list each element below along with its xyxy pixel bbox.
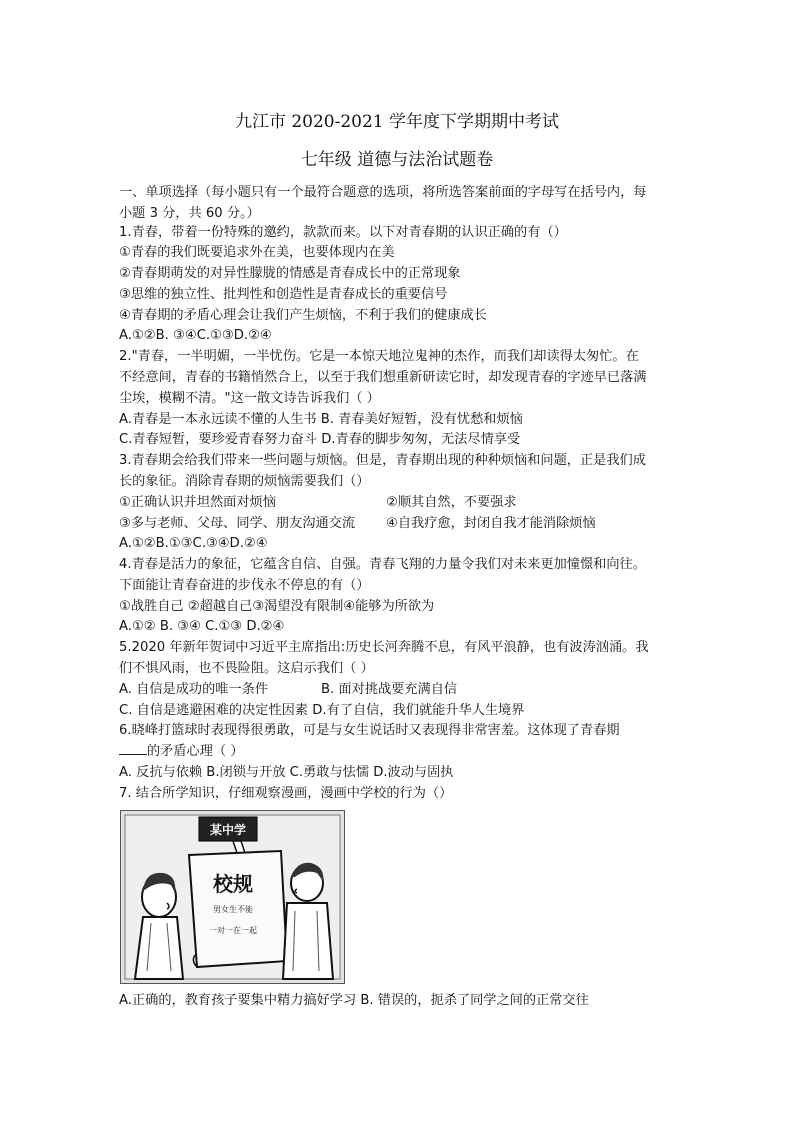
q1-statement-4: ④青春期的矛盾心理会让我们产生烦恼，不利于我们的健康成长	[119, 308, 487, 323]
q3-stem-line2: 长的象征。消除青春期的烦恼需要我们（）	[119, 474, 370, 489]
q1-statement-3: ③思维的独立性、批判性和创造性是青春成长的重要信号	[119, 287, 448, 302]
q5-stem-line2: 们不惧风雨，也不畏险阻。这启示我们（ ）	[119, 661, 374, 676]
q2-stem-line1: 2."青春，一半明媚，一半忧伤。它是一本惊天地泣鬼神的杰作，而我们却读得太匆忙。在	[119, 349, 639, 364]
exam-subtitle: 七年级 道德与法治试题卷	[300, 150, 494, 170]
q5-option-b: B. 面对挑战要充满自信	[321, 682, 458, 697]
q5-stem-line1: 5.2020 年新年贺词中习近平主席指出:历史长河奔腾不息，有风平浪静，也有波涛汹涌。我	[119, 640, 649, 655]
rules-paper-line1: 男女生不能	[213, 905, 253, 914]
q1-statement-2: ②青春期萌发的对异性朦胧的情感是青春成长中的正常现象	[119, 266, 461, 281]
section-instruction-line1: 一、单项选择（每小题只有一个最符合题意的选项，将所选答案前面的字母写在括号内，每	[119, 185, 647, 200]
q4-options: A.①② B. ③④ C.①③ D.②④	[119, 619, 285, 634]
q6-stem-line2: 的矛盾心理（ ）	[147, 744, 244, 759]
q2-options-cd: C.青春短暂，要珍爱青春努力奋斗 D.青春的脚步匆匆，无法尽情享受	[119, 432, 521, 447]
q6-options: A. 反抗与依赖 B.闭锁与开放 C.勇敢与怯懦 D.波动与固执	[119, 765, 454, 780]
q1-options: A.①②B. ③④C.①③D.②④	[119, 328, 272, 343]
q2-stem-line3: 尘埃，模糊不清。"这一散文诗告诉我们（ ）	[119, 391, 380, 406]
q1-stem: 1.青春，带着一份特殊的邀约，款款而来。以下对青春期的认识正确的有（）	[119, 225, 567, 240]
q4-statements: ①战胜自己 ②超越自己③渴望没有限制④能够为所欲为	[119, 599, 435, 614]
q3-stem-line1: 3.青春期会给我们带来一些问题与烦恼。但是，青春期出现的种种烦恼和问题，正是我们成	[119, 453, 646, 468]
q6-stem-line1: 6.晓峰打篮球时表现得很勇敢，可是与女生说话时又表现得非常害羞。这体现了青春期	[119, 723, 620, 738]
rules-paper	[189, 851, 287, 967]
school-sign-label: 某中学	[209, 823, 247, 837]
q4-stem-line2: 下面能让青春奋进的步伐永不停息的有（）	[119, 578, 370, 593]
q4-stem-line1: 4.青春是活力的象征，它蕴含自信、自强。青春飞翔的力量令我们对未来更加憧憬和向往。	[119, 557, 646, 572]
q3-statement-2: ②顺其自然，不要强求	[386, 495, 517, 510]
q7-options-ab: A.正确的，教育孩子要集中精力搞好学习 B. 错误的，扼杀了同学之间的正常交往	[119, 993, 589, 1008]
rules-paper-line2: 一对一在一起	[209, 926, 257, 935]
q5-options-cd: C. 自信是逃避困难的决定性因素 D.有了自信，我们就能升华人生境界	[119, 703, 525, 718]
q1-statement-1: ①青春的我们既要追求外在美，也要体现内在美	[119, 245, 395, 260]
q3-statement-1: ①正确认识并坦然面对烦恼	[119, 495, 276, 510]
q6-stem-line2-wrap	[119, 742, 244, 762]
q5-option-a: A. 自信是成功的唯一条件	[119, 682, 269, 697]
q3-statement-3: ③多与老师、父母、同学、朋友沟通交流	[119, 516, 356, 531]
school-rules-cartoon	[120, 810, 345, 984]
q2-options-ab: A.青春是一本永远读不懂的人生书 B. 青春美好短暂，没有忧愁和烦恼	[119, 412, 523, 427]
section-instruction-line2: 小题 3 分，共 60 分。）	[119, 206, 260, 221]
q7-stem: 7. 结合所学知识，仔细观察漫画，漫画中学校的行为（）	[119, 786, 453, 801]
exam-title: 九江市 2020-2021 学年度下学期期中考试	[234, 112, 560, 132]
q3-statement-4: ④自我疗愈，封闭自我才能消除烦恼	[386, 516, 596, 531]
q2-stem-line2: 不经意间，青春的书籍悄然合上，以至于我们想重新研读它时，却发现青春的字迹早已落满	[119, 370, 647, 385]
q3-options: A.①②B.①③C.③④D.②④	[119, 536, 268, 551]
q6-answer-blank	[119, 742, 147, 755]
school-sign	[199, 817, 257, 841]
rules-paper-title: 校规	[213, 872, 253, 896]
